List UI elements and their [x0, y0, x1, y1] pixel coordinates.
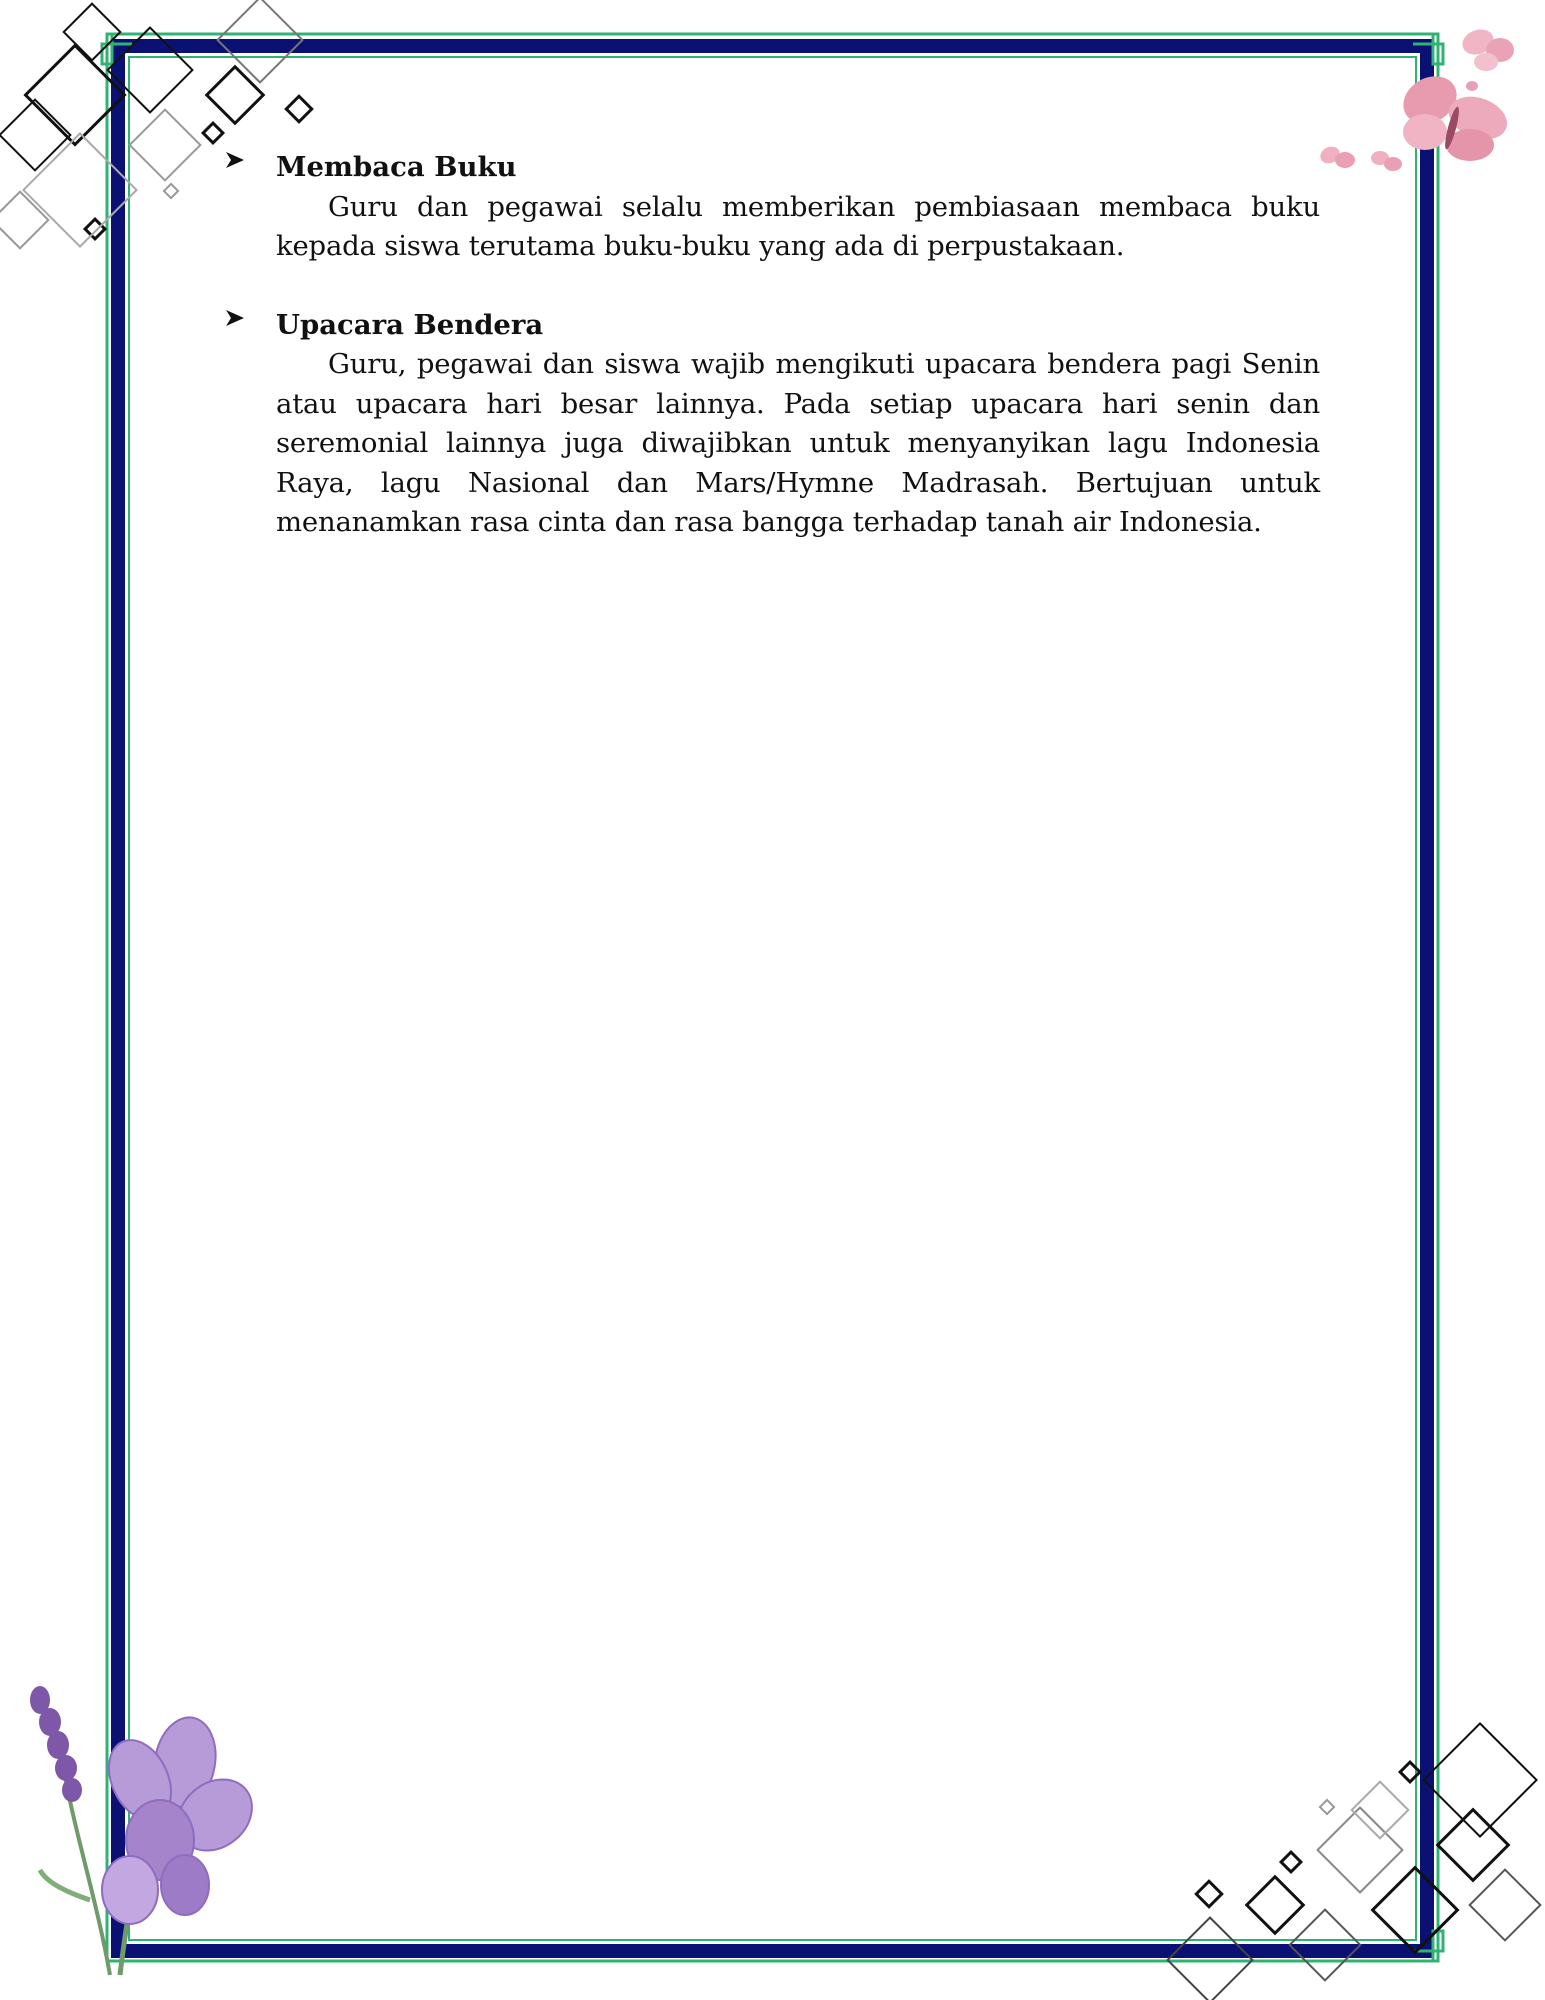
- document-content: [220, 148, 1320, 582]
- section-body: Guru dan pegawai selalu memberikan pembiasaan membaca buku kepada siswa terutama buku-buku yang ada di perpustakaan.: [276, 190, 1320, 262]
- small-butterfly-icon: [1459, 25, 1514, 71]
- diamond-pattern-bottom-right: [1168, 1723, 1541, 2000]
- arrow-bullet-icon: [224, 149, 246, 171]
- arrow-bullet-icon: [224, 307, 246, 329]
- section-upacara-bendera: [220, 306, 1320, 543]
- section-body: Guru, pegawai dan siswa wajib mengikuti upacara bendera pagi Senin atau upacara hari besar lainnya. Pada setiap upacara hari senin dan seremonial lainnya juga diwajibkan untuk menyanyikan lagu Indonesia Raya, lagu Nasional dan Mars/Hymne Madrasah. Bertujuan untuk menanamkan rasa cinta dan rasa bangga terhadap tanah air Indonesia.: [276, 348, 1320, 538]
- section-title: Upacara Bendera: [276, 308, 544, 341]
- section-membaca-buku: [220, 148, 1320, 267]
- lavender-flower-decoration: [30, 1686, 266, 1975]
- section-title: Membaca Buku: [276, 151, 517, 183]
- large-butterfly-icon: [1395, 67, 1513, 161]
